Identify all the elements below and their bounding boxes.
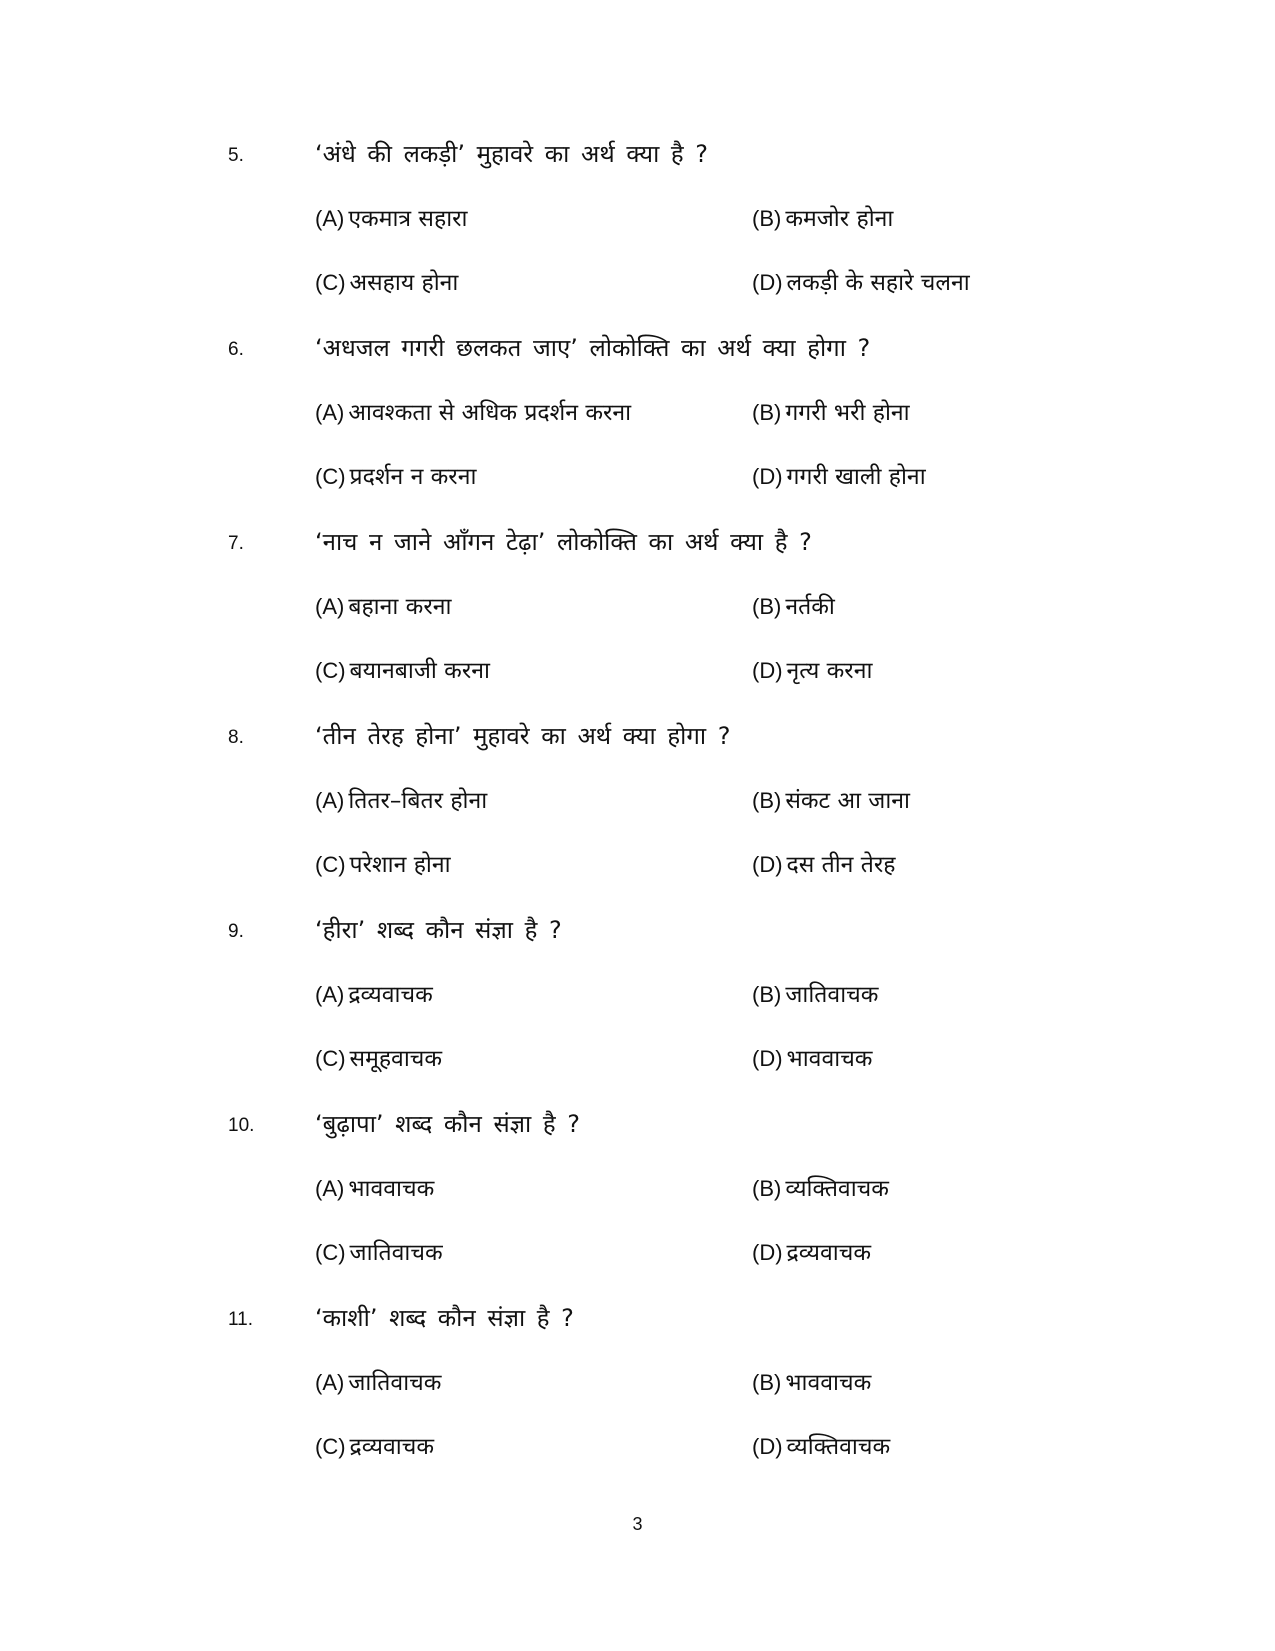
option-a <box>315 1365 441 1397</box>
option-label: (B) <box>752 1370 782 1395</box>
question-11 <box>0 1301 1275 1497</box>
option-a <box>315 589 451 621</box>
option-b <box>752 977 878 1009</box>
option-label: (D) <box>752 270 783 295</box>
option-text: जातिवाचक <box>349 1240 443 1266</box>
option-text: बयानबाजी करना <box>349 658 490 684</box>
option-d <box>752 1429 890 1461</box>
option-text: नर्तकी <box>785 594 835 620</box>
question-number: 6. <box>228 339 244 360</box>
option-text: भाववाचक <box>348 1176 435 1202</box>
option-text: नृत्य करना <box>786 658 873 684</box>
option-a <box>315 783 487 815</box>
option-label: (D) <box>752 1434 783 1459</box>
option-text: परेशान होना <box>349 852 451 878</box>
option-label: (C) <box>315 464 346 489</box>
option-text: लकड़ी के सहारे चलना <box>786 270 970 296</box>
option-c <box>315 1041 442 1073</box>
option-c <box>315 265 458 297</box>
question-number: 5. <box>228 145 244 166</box>
question-text: ‘अधजल गगरी छलकत जाए’ लोकोक्ति का अर्थ क्या होगा ? <box>315 334 871 362</box>
option-label: (A) <box>315 982 345 1007</box>
option-label: (A) <box>315 594 345 619</box>
question-number: 8. <box>228 727 244 748</box>
question-10 <box>0 1107 1275 1303</box>
option-text: भाववाचक <box>786 1046 873 1072</box>
option-d <box>752 653 872 685</box>
question-text: ‘अंधे की लकड़ी’ मुहावरे का अर्थ क्या है ? <box>315 140 709 168</box>
question-7 <box>0 525 1275 721</box>
option-label: (A) <box>315 206 345 231</box>
option-label: (B) <box>752 788 782 813</box>
option-c <box>315 847 451 879</box>
option-text: तितर–बितर होना <box>348 788 488 814</box>
option-text: व्यक्तिवाचक <box>785 1176 889 1202</box>
option-text: व्यक्तिवाचक <box>786 1434 891 1460</box>
option-text: द्रव्यवाचक <box>348 982 433 1008</box>
option-d <box>752 1041 872 1073</box>
question-number: 11. <box>228 1309 254 1330</box>
option-b <box>752 201 893 233</box>
option-label: (A) <box>315 400 345 425</box>
option-d <box>752 265 970 297</box>
option-a <box>315 201 468 233</box>
question-9 <box>0 913 1275 1109</box>
option-label: (D) <box>752 464 783 489</box>
option-label: (C) <box>315 1240 346 1265</box>
question-text: ‘बुढ़ापा’ शब्द कौन संज्ञा है ? <box>315 1110 581 1138</box>
option-a <box>315 1171 434 1203</box>
option-label: (C) <box>315 1434 346 1459</box>
option-label: (D) <box>752 1240 783 1265</box>
option-label: (B) <box>752 400 782 425</box>
option-label: (A) <box>315 1176 345 1201</box>
option-d <box>752 459 926 491</box>
option-text: दस तीन तेरह <box>786 852 896 878</box>
option-label: (A) <box>315 1370 345 1395</box>
page-number: 3 <box>632 1514 643 1534</box>
option-label: (C) <box>315 658 346 683</box>
question-text: ‘काशी’ शब्द कौन संज्ञा है ? <box>315 1304 574 1332</box>
option-label: (A) <box>315 788 345 813</box>
option-b <box>752 783 910 815</box>
option-c <box>315 1235 443 1267</box>
option-text: गगरी खाली होना <box>786 464 926 490</box>
option-c <box>315 459 476 491</box>
question-number: 9. <box>228 921 244 942</box>
option-text: कमजोर होना <box>785 206 894 232</box>
option-label: (B) <box>752 1176 782 1201</box>
option-a <box>315 977 433 1009</box>
question-number: 7. <box>228 533 244 554</box>
option-b <box>752 1171 889 1203</box>
question-text: ‘नाच न जाने आँगन टेढ़ा’ लोकोक्ति का अर्थ क्या है ? <box>315 528 812 556</box>
option-text: जातिवाचक <box>348 1370 442 1396</box>
option-b <box>752 589 835 621</box>
option-c <box>315 653 490 685</box>
option-label: (C) <box>315 852 346 877</box>
option-b <box>752 395 910 427</box>
option-text: द्रव्यवाचक <box>349 1434 434 1460</box>
option-text: जातिवाचक <box>785 982 879 1008</box>
question-5 <box>0 137 1275 333</box>
question-8 <box>0 719 1275 915</box>
option-label: (C) <box>315 1046 346 1071</box>
option-c <box>315 1429 434 1461</box>
option-d <box>752 1235 871 1267</box>
question-number: 10. <box>228 1115 255 1136</box>
option-label: (D) <box>752 852 783 877</box>
question-text: ‘तीन तेरह होना’ मुहावरे का अर्थ क्या होगा ? <box>315 722 731 750</box>
option-a <box>315 395 631 427</box>
option-label: (B) <box>752 594 782 619</box>
option-label: (D) <box>752 658 783 683</box>
option-label: (C) <box>315 270 346 295</box>
question-6 <box>0 331 1275 527</box>
option-text: द्रव्यवाचक <box>786 1240 871 1266</box>
option-text: आवश्कता से अधिक प्रदर्शन करना <box>348 400 632 426</box>
option-text: गगरी भरी होना <box>785 400 910 426</box>
question-text: ‘हीरा’ शब्द कौन संज्ञा है ? <box>315 916 562 944</box>
option-text: बहाना करना <box>348 594 452 620</box>
option-label: (B) <box>752 206 782 231</box>
option-label: (D) <box>752 1046 783 1071</box>
option-d <box>752 847 896 879</box>
option-b <box>752 1365 871 1397</box>
option-text: संकट आ जाना <box>785 788 911 814</box>
option-text: भाववाचक <box>785 1370 872 1396</box>
option-text: समूहवाचक <box>349 1046 443 1072</box>
option-label: (B) <box>752 982 782 1007</box>
option-text: प्रदर्शन न करना <box>349 464 477 490</box>
option-text: एकमात्र सहारा <box>348 206 468 232</box>
option-text: असहाय होना <box>349 270 459 296</box>
